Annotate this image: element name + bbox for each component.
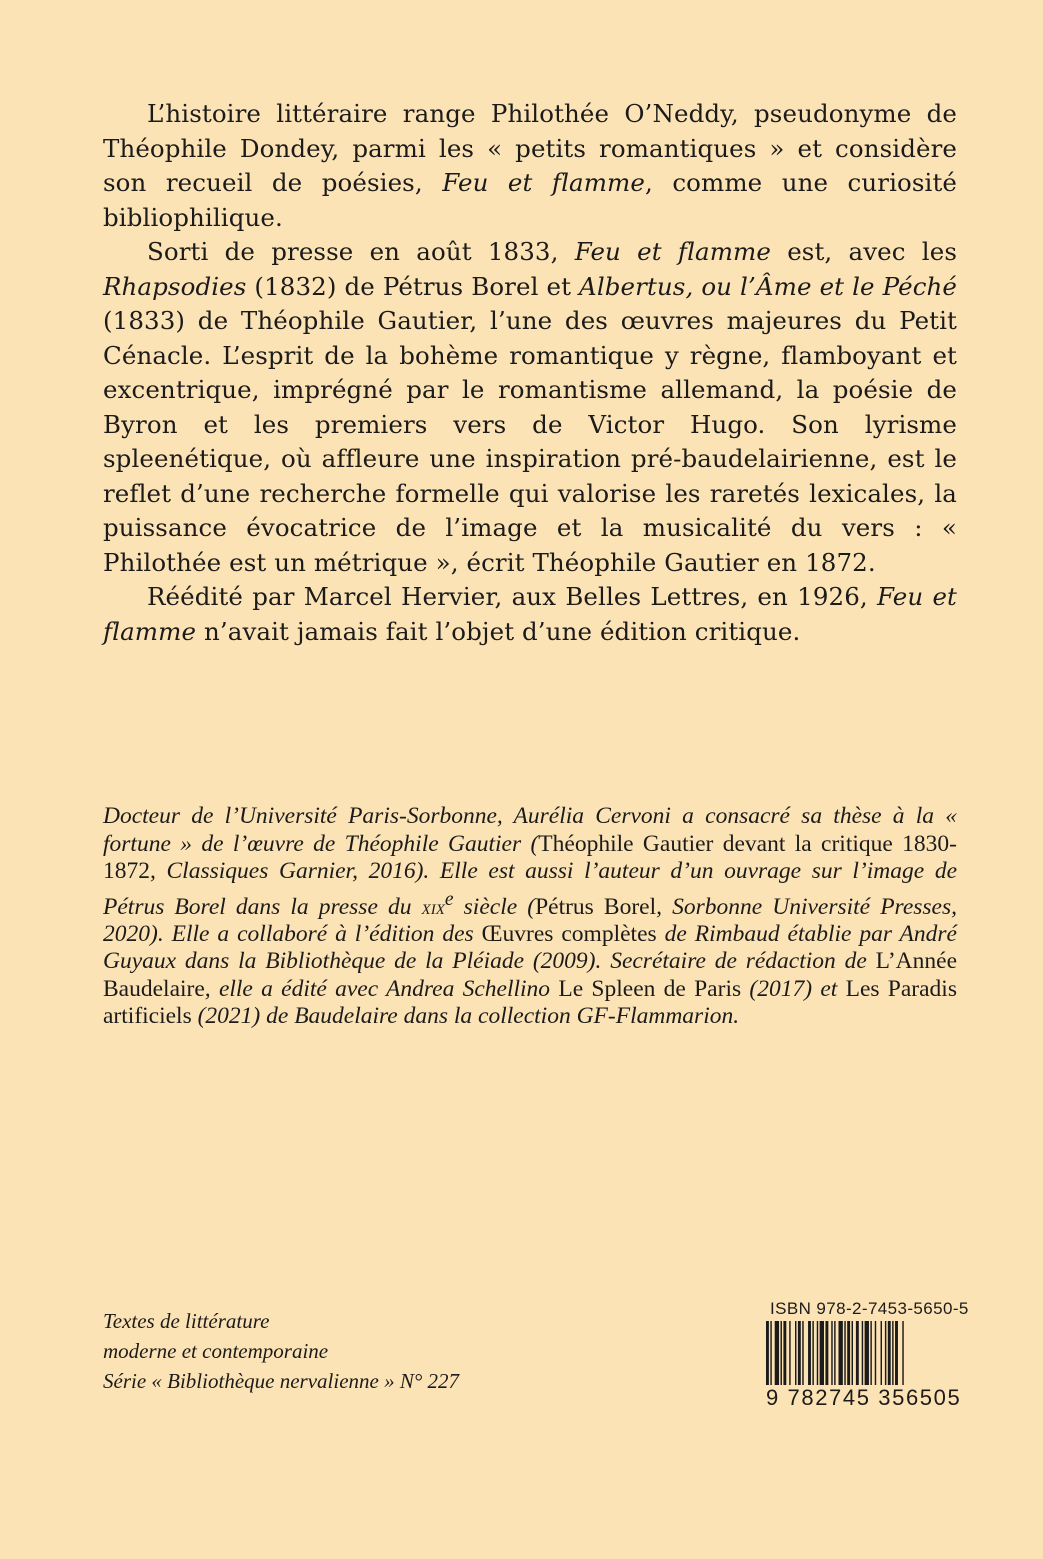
text-run: (2017) et — [741, 975, 846, 1002]
text-run: Le Spleen de Paris — [558, 975, 742, 1002]
text-run: Réédité par Marcel Hervier, aux Belles Lettres, en 1926, — [147, 582, 877, 611]
barcode-bar — [775, 1321, 779, 1387]
barcode-bar — [831, 1321, 832, 1387]
barcode-bar — [825, 1321, 828, 1387]
barcode-bar — [783, 1321, 786, 1387]
isbn-label: ISBN 978-2-7453-5650-5 — [770, 1299, 969, 1318]
text-run: Pétrus Borel — [535, 893, 657, 920]
barcode-bar — [812, 1321, 813, 1387]
text-run: Les Paradis artificiels — [103, 975, 957, 1030]
barcode-bar — [844, 1321, 845, 1387]
barcode-bar — [781, 1321, 782, 1387]
text-run: Rhapsodies — [103, 271, 247, 301]
text-run: (1832) de Pétrus Borel et — [246, 271, 580, 301]
barcode-bar — [852, 1321, 853, 1387]
barcode-bar — [856, 1321, 859, 1387]
text-run: xix — [421, 894, 445, 919]
text-run: de Rimbaud établie par André Guyaux dans la Bibliothèque de la Pléiade (2009). Secrétaire de rédaction de — [103, 920, 957, 975]
author-bio — [103, 803, 957, 1031]
text-run: e — [444, 888, 454, 910]
book-blurb — [103, 97, 957, 649]
text-run: Docteur de l’Université Paris-Sorbonne, Aurélia Cervoni a consacré sa thèse à la « fortune » de l’œuvre de Théophile Gautier ( — [103, 803, 957, 857]
text-run: Albertus, ou l’Âme et le Péché — [579, 271, 957, 301]
barcode-bar — [892, 1321, 893, 1387]
text-run: Œuvres complètes — [481, 920, 657, 947]
barcode-bar — [881, 1321, 882, 1387]
barcode-bar — [870, 1321, 871, 1387]
barcode-bar — [820, 1321, 824, 1387]
blurb-paragraph-1 — [103, 97, 957, 235]
text-run: , Sorbonne Université Presses, 2020). Elle a collaboré à l’édition des — [103, 893, 957, 947]
author-bio-text — [103, 803, 957, 1031]
text-run: , elle a édité avec Andrea Schellino — [204, 975, 559, 1002]
barcode-bar — [862, 1321, 863, 1387]
text-run: Théophile Gautier devant la critique 1830-1872 — [103, 830, 957, 884]
text-run: L’Année Baudelaire — [103, 948, 957, 1002]
text-run: Feu et flamme — [574, 237, 771, 266]
collection-line-1: Textes de littérature — [103, 1309, 270, 1333]
text-run: Feu et flamme — [103, 582, 957, 646]
ean-number: 9 782745 356505 — [766, 1385, 962, 1410]
text-run: (2021) de Baudelaire dans la collection GF-Flammarion. — [191, 1003, 740, 1030]
isbn-barcode — [764, 1299, 969, 1419]
barcode-bar — [875, 1321, 876, 1387]
collection-line-3: Série « Bibliothèque nervalienne » N° 227 — [103, 1369, 459, 1393]
text-run: Feu et flamme — [442, 168, 645, 197]
text-run: Sorti de presse en août 1833, — [147, 237, 575, 266]
barcode-bar — [865, 1321, 869, 1387]
barcode-bar — [847, 1321, 850, 1387]
text-run: est, avec les — [770, 237, 957, 266]
barcode-bar — [802, 1321, 803, 1387]
collection-line-2: moderne et contemporaine — [103, 1339, 329, 1363]
barcode-bar — [885, 1321, 886, 1387]
text-run: L’histoire littéraire range Philothée O’Neddy, pseudonyme de Théophile Dondey, parmi les « petits romantiques » et considère son recueil de poésies, — [103, 99, 957, 197]
barcode-bar — [888, 1321, 891, 1387]
blurb-paragraph-2 — [103, 235, 957, 580]
text-run: (1833) de Théophile Gautier, l’une des œuvres majeures du Petit Cénacle. L’esprit de la bohème romantique y règne, flamboyant et excentrique, imprégné par le romantisme allemand, la poésie de Byron et les premiers vers de Victor Hugo. Son lyrisme spleenétique, où affleure une inspiration pré-baudelairienne, est le reflet d’une recherche formelle qui valorise les raretés lexicales, la puissance évocatrice de l’image et la musicalité du vers : « Philothée est un métrique », écrit Théophile Gautier en 1872. — [103, 306, 957, 577]
barcode-bar — [795, 1321, 796, 1387]
text-run: , Classiques Garnier, 2016). Elle est aussi l’auteur d’un ouvrage sur l’image de Pétrus Borel dans la presse du — [103, 858, 957, 920]
barcode-bar — [798, 1321, 801, 1387]
barcode-bar — [817, 1321, 818, 1387]
barcode-bar — [808, 1321, 811, 1387]
barcode-bar — [895, 1321, 898, 1387]
text-run: siècle ( — [453, 893, 536, 920]
collection-info — [103, 1306, 583, 1396]
text-run: n’avait jamais fait l’objet d’une édition critique. — [196, 616, 801, 646]
blurb-paragraph-3 — [103, 580, 957, 649]
text-run: , comme une curiosité bibliophilique. — [103, 168, 958, 232]
barcode-bar — [789, 1321, 790, 1387]
